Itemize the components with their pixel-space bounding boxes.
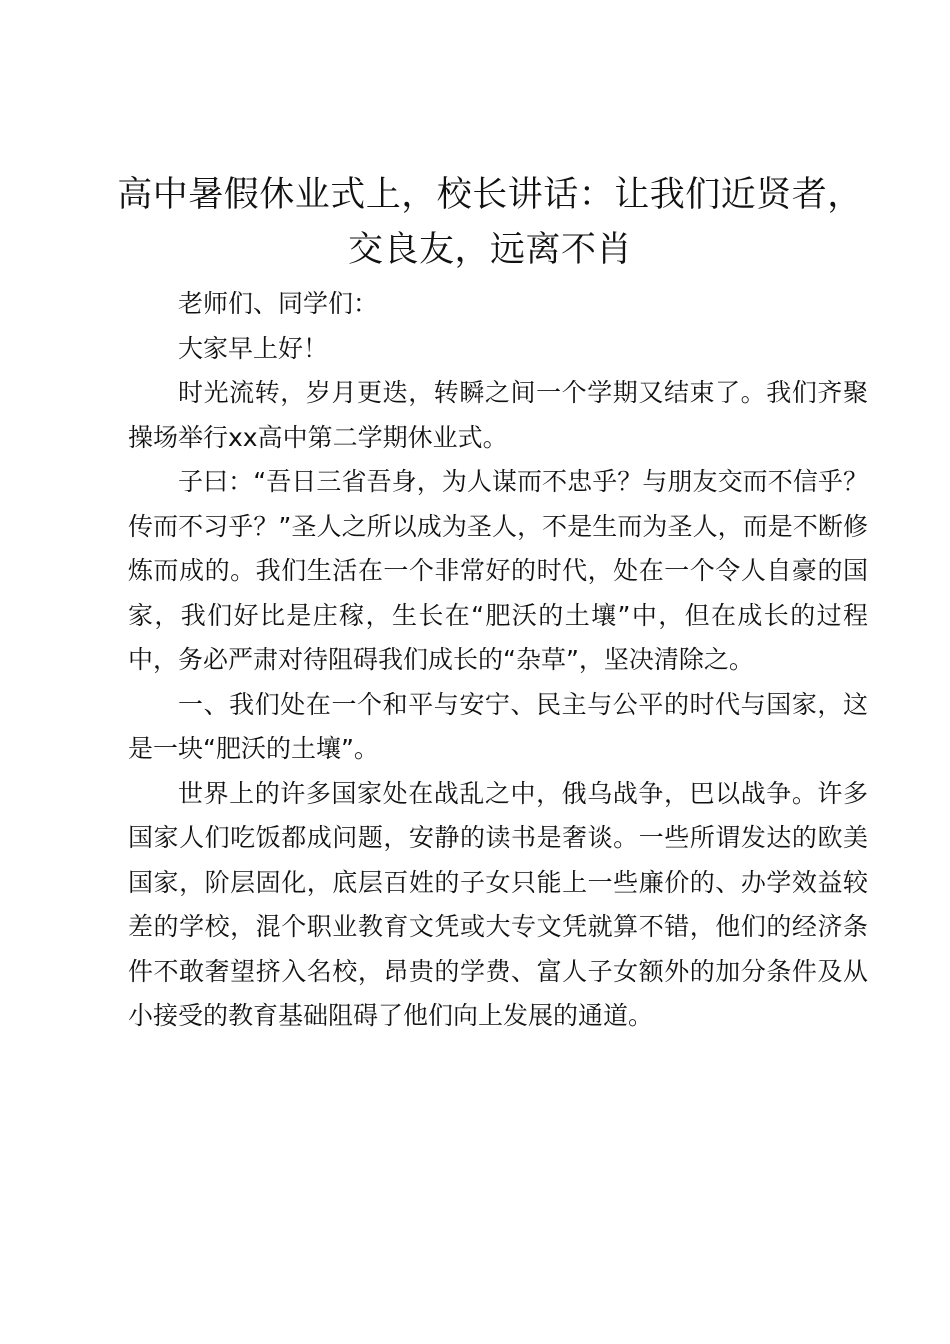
section-heading-paragraph: 一、我们处在一个和平与安宁、民主与公平的时代与国家，这是一块“肥沃的土壤”。: [128, 689, 868, 763]
body-paragraph: 子曰：“吾日三省吾身，为人谋而不忠乎？与朋友交而不信乎？传而不习乎？”圣人之所以成为圣人，不是生而为圣人，而是不断修炼而成的。我们生活在一个非常好的时代，处在一个令人自豪的国家，我们好比是庄稼，生长在“肥沃的土壤”中，但在成长的过程中，务必严肃对待阻碍我们成长的“杂草”，坚决清除之。: [128, 467, 868, 674]
document-body: [128, 282, 868, 1039]
body-paragraph: 世界上的许多国家处在战乱之中，俄乌战争，巴以战争。许多国家人们吃饭都成问题，安静的读书是奢谈。一些所谓发达的欧美国家，阶层固化，底层百姓的子女只能上一些廉价的、办学效益较差的学校，混个职业教育文凭或大专文凭就算不错，他们的经济条件不敢奢望挤入名校，昂贵的学费、富人子女额外的加分条件及从小接受的教育基础阻碍了他们向上发展的通道。: [128, 778, 868, 1030]
greeting-paragraph: 大家早上好！: [178, 333, 329, 363]
salutation-paragraph: 老师们、同学们：: [178, 289, 379, 318]
body-paragraph: 时光流转，岁月更迭，转瞬之间一个学期又结束了。我们齐聚操场举行xx高中第二学期休业式。: [128, 378, 868, 452]
document-title: 高中暑假休业式上，校长讲话：让我们近贤者，交良友，远离不肖: [117, 175, 863, 270]
